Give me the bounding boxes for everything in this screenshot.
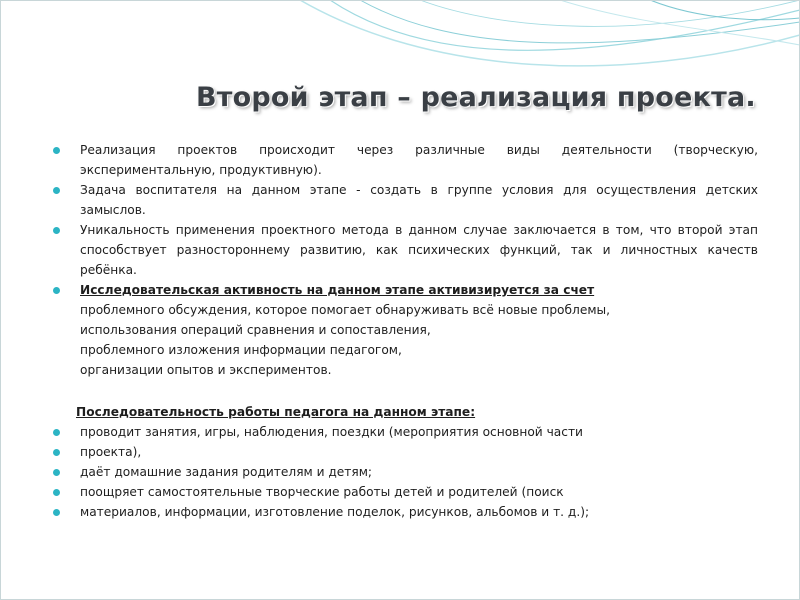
sequence-line-3: даёт домашние задания родителям и детям; xyxy=(52,462,758,482)
sequence-line-1: проводит занятия, игры, наблюдения, поездки (мероприятия основной части xyxy=(52,422,758,442)
sequence-line-5: материалов, информации, изготовление поделок, рисунков, альбомов и т. д.); xyxy=(52,502,758,522)
sequence-heading: Последовательность работы педагога на данном этапе: xyxy=(76,405,476,419)
activation-item-2 xyxy=(52,320,758,340)
bullet-point-3: Уникальность применения проектного метода в данном случае заключается в том, что второй этап способствует разностороннему развитию, как психических функций, так и личностных качеств ребёнка. xyxy=(52,220,758,280)
sequence-line-4: поощряет самостоятельные творческие работы детей и родителей (поиск xyxy=(52,482,758,502)
bullet-point-2: Задача воспитателя на данном этапе - создать в группе условия для осуществления детских замыслов. xyxy=(52,180,758,220)
slide-content xyxy=(52,140,758,522)
activation-item-4-text: организации опытов и экспериментов. xyxy=(80,363,332,377)
slide-title: Второй этап – реализация проекта. xyxy=(196,82,756,113)
bullet-point-1: Реализация проектов происходит через различные виды деятельности (творческую, экспериментальную, продуктивную). xyxy=(52,140,758,180)
spacer xyxy=(52,380,758,402)
activation-item-3 xyxy=(52,340,758,360)
activation-item-3-text: проблемного изложения информации педагогом, xyxy=(80,343,402,357)
sequence-line-2: проекта), xyxy=(52,442,758,462)
activation-item-1 xyxy=(52,300,758,320)
activation-item-1-text: проблемного обсуждения, которое помогает обнаруживать всё новые проблемы, xyxy=(80,303,611,317)
activation-item-2-text: использования операций сравнения и сопоставления, xyxy=(80,323,431,337)
research-activity-heading: Исследовательская активность на данном этапе активизируется за счет xyxy=(52,280,758,300)
activation-item-4 xyxy=(52,360,758,380)
